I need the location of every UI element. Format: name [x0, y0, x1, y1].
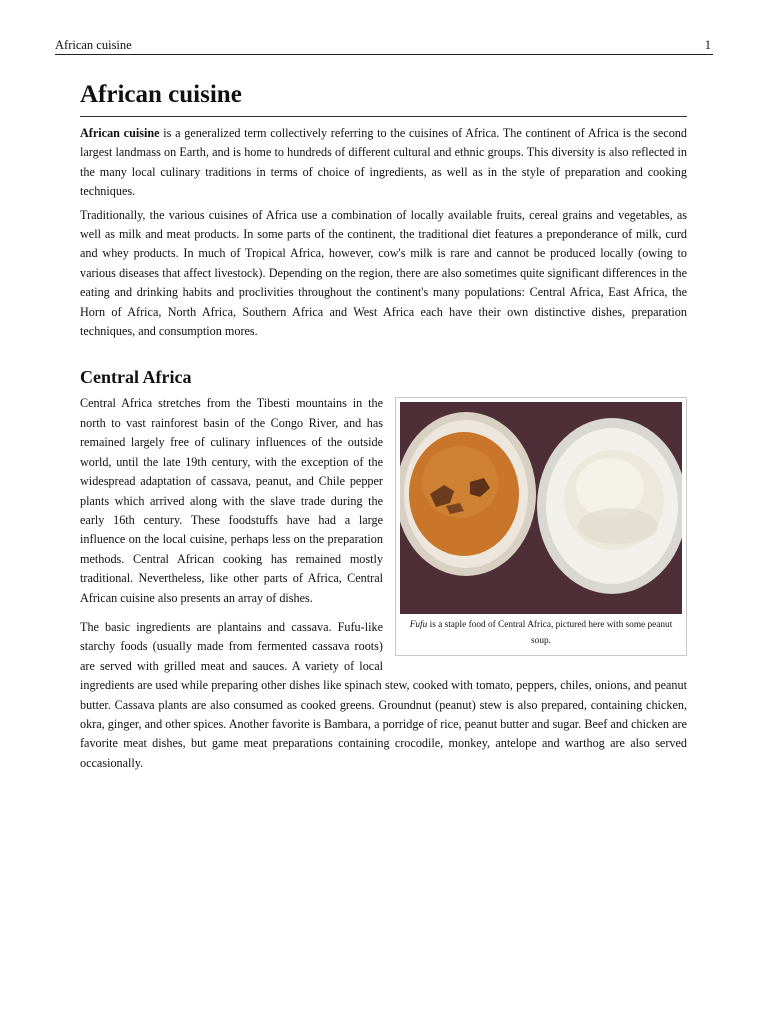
running-title: African cuisine — [55, 38, 132, 52]
section-heading-central-africa: Central Africa — [80, 367, 192, 388]
figure-caption — [400, 614, 682, 651]
fufu-figure — [395, 397, 687, 656]
intro-lead-term: African cuisine — [80, 126, 160, 140]
caption-text: is a staple food of Central Africa, pictured here with some peanut soup. — [427, 620, 673, 647]
central-africa-paragraph-2: The basic ingredients are plantains and cassava. Fufu-like starchy foods (usually made from fermented cassava roots) are served with grilled meat and sauces. A variety of local ingredients are used while preparing other dishes like spinach stew, cooked with tomato, peppers, chiles, onions, and peanut butter. Cassava plants are also consumed as cooked greens. Groundnut (peanut) stew is also prepared, containing chicken, okra, ginger, and other spices. Another favorite is Bambara, a porridge of rice, peanut butter and sugar. Beef and chicken are favorite meat dishes, but game meat preparations containing crocodile, monkey, antelope and warthog are also served occasionally. — [80, 619, 687, 770]
article-body — [80, 78, 687, 773]
article-title: African cuisine — [80, 78, 687, 117]
intro-paragraph-1 — [80, 124, 687, 202]
caption-italic-term: Fufu — [409, 620, 428, 631]
intro-paragraph-2: Traditionally, the various cuisines of Africa use a combination of locally available fruits, cereal grains and vegetables, as well as milk and meat products. In some parts of the continent, the traditional diet features a preponderance of milk, curd and whey products. In much of Tropical Africa, however, cow's milk is rare and cannot be produced locally (owing to various diseases that affect livestock). Depending on the region, there are also sometimes quite significant differences in the eating and drinking habits and proclivities throughout the continent's many populations: Central Africa, East Africa, the Horn of Africa, North Africa, Southern Africa and West Africa each have their own distinctive dishes, preparation techniques, and consumption mores. — [80, 207, 687, 339]
intro-paragraph-1-text: is a generalized term collectively referring to the cuisines of Africa. The continent of Africa is the second largest landmass on Earth, and is home to hundreds of different cultural and ethnic groups. This diversity is also reflected in the many local culinary traditions in terms of choice of ingredients, as well as in the style of preparation and cooking techniques. — [80, 126, 687, 199]
central-africa-paragraph-1: Central Africa stretches from the Tibesti mountains in the north to vast rainforest basin of the Congo River, and has remained largely free of culinary influences of the outside world, until the late 19th century, with the exception of the widespread adaptation of cassava, peanut, and Chile pepper plants which arrived along with the slave trade during the early 16th century. These foodstuffs have had a large influence on the local cuisine, perhaps less on the preparation methods. Central African cooking has remained mostly traditional. Nevertheless, like other parts of Africa, Central African cuisine also presents an array of dishes. — [80, 396, 383, 605]
page-number: 1 — [704, 38, 711, 52]
fufu-photo — [400, 402, 682, 614]
running-header — [55, 38, 713, 55]
